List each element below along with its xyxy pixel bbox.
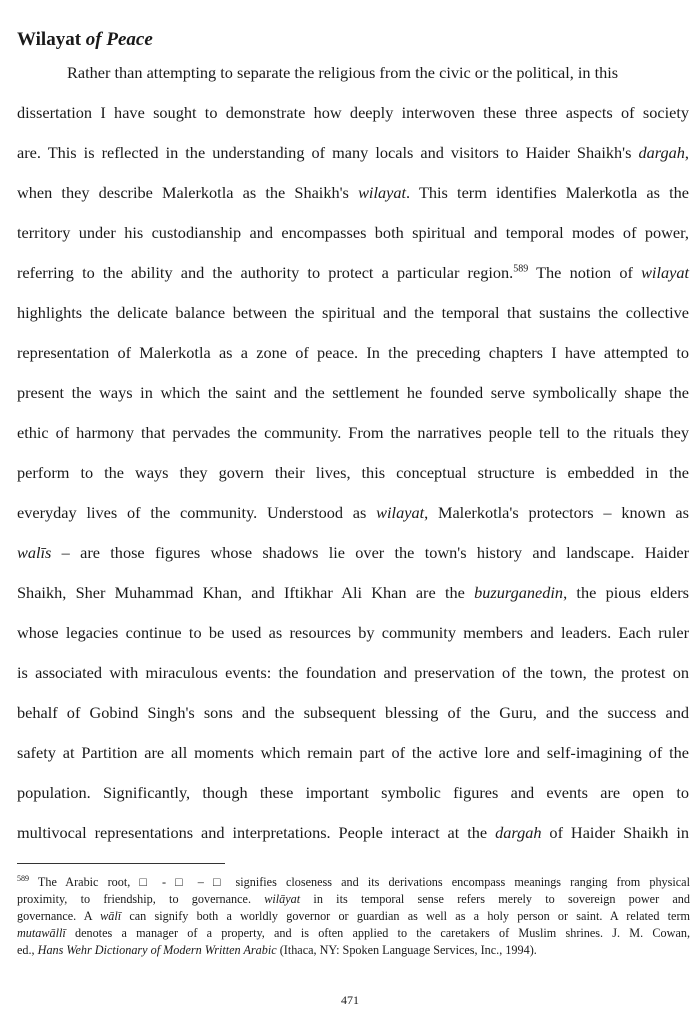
- section-heading: [17, 28, 153, 52]
- text-run: denotes a manager of a property, and is often applied to the caretakers of Muslim shrines. J. M. Cowan,: [65, 926, 690, 940]
- text-line: [17, 173, 689, 213]
- text-run: referring to the ability and the authority to protect a particular region.: [17, 263, 514, 282]
- text-line: [17, 133, 689, 173]
- text-run: ed.,: [17, 943, 38, 957]
- text-run: , Malerkotla's protectors – known as: [424, 503, 689, 522]
- text-line: population. Significantly, though these important symbolic figures and events are open to: [17, 783, 689, 802]
- italic-term: walīs: [17, 543, 52, 562]
- footnote-reference: 589: [513, 263, 529, 275]
- italic-term: wilayat: [358, 183, 406, 202]
- italic-term: wilayat: [641, 263, 689, 282]
- text-run: of Haider Shaikh in: [541, 823, 689, 842]
- text-line: ethic of harmony that pervades the community. From the narratives people tell to the rituals they: [17, 423, 689, 442]
- footnote-line: [17, 891, 690, 908]
- text-run: can signify both a worldly governor or guardian as well as a holy person or saint. A related term: [121, 909, 690, 923]
- text-line: [17, 573, 689, 613]
- italic-term: dargah: [638, 143, 685, 162]
- italic-term: wilāyat: [264, 892, 301, 906]
- heading-italic-text: of Peace: [85, 29, 153, 50]
- text-line: behalf of Gobind Singh's sons and the subsequent blessing of the Guru, and the success and: [17, 703, 689, 722]
- italic-term: buzurganedin: [474, 583, 564, 602]
- text-line: safety at Partition are all moments which remain part of the active lore and self-imagining of the: [17, 743, 689, 762]
- text-run: – are those figures whose shadows lie over the town's history and landscape. Haider: [51, 543, 689, 562]
- footnote: [17, 874, 690, 959]
- italic-term: wālī: [100, 909, 122, 923]
- footnote-line: [17, 942, 690, 959]
- text-run: , the pious elders: [563, 583, 690, 602]
- text-line: Rather than attempting to separate the religious from the civic or the political, in this: [67, 63, 619, 82]
- text-run: Shaikh, Sher Muhammad Khan, and Iftikhar Ali Khan are the: [17, 583, 475, 602]
- text-run: The notion of: [528, 263, 642, 282]
- footnote-divider: [17, 863, 225, 864]
- text-line: present the ways in which the saint and the settlement he founded serve symbolically shape the: [17, 383, 689, 402]
- text-line: perform to the ways they govern their lives, this conceptual structure is embedded in the: [17, 463, 689, 482]
- text-line: highlights the delicate balance between the spiritual and the temporal that sustains the collective: [17, 303, 689, 322]
- text-run: in its temporal sense refers merely to sovereign power and: [300, 892, 690, 906]
- text-run: are. This is reflected in the understanding of many locals and visitors to Haider Shaikh's: [17, 143, 639, 162]
- text-run: multivocal representations and interpretations. People interact at the: [17, 823, 496, 842]
- footnote-line: [17, 925, 690, 942]
- italic-title: Hans Wehr Dictionary of Modern Written Arabic: [37, 943, 277, 957]
- text-run: . This term identifies Malerkotla as the: [406, 183, 689, 202]
- text-run: everyday lives of the community. Understood as: [17, 503, 377, 522]
- footnote-number: 589: [17, 873, 29, 883]
- text-line: representation of Malerkotla as a zone of peace. In the preceding chapters I have attempted to: [17, 343, 689, 362]
- page-number: 471: [341, 993, 359, 1007]
- text-line: [17, 253, 689, 293]
- text-line: [17, 813, 689, 853]
- italic-term: mutawāllī: [17, 926, 66, 940]
- italic-term: dargah: [495, 823, 542, 842]
- italic-term: wilayat: [376, 503, 425, 522]
- missing-glyphs: □ - □ – □: [139, 875, 227, 889]
- body-paragraph: [17, 53, 689, 853]
- text-run: when they describe Malerkotla as the Shaikh's: [17, 183, 359, 202]
- footnote-line: [17, 874, 690, 891]
- text-run: ,: [684, 143, 689, 162]
- heading-text: Wilayat: [17, 29, 82, 50]
- text-line: [17, 533, 689, 573]
- footnote-line: [17, 908, 690, 925]
- text-line: dissertation I have sought to demonstrate how deeply interwoven these three aspects of society: [17, 103, 689, 122]
- text-run: (Ithaca, NY: Spoken Language Services, Inc., 1994).: [276, 943, 537, 957]
- text-line: territory under his custodianship and encompasses both spiritual and temporal modes of power,: [17, 223, 689, 242]
- text-run: signifies closeness and its derivations encompass meanings ranging from physical: [226, 875, 690, 889]
- text-line: [17, 493, 689, 533]
- text-line: is associated with miraculous events: the foundation and preservation of the town, the protest on: [17, 663, 689, 682]
- text-line: whose legacies continue to be used as resources by community members and leaders. Each ruler: [17, 623, 689, 642]
- text-run: proximity, to friendship, to governance.: [17, 892, 265, 906]
- text-run: The Arabic root,: [29, 875, 140, 889]
- text-run: governance. A: [17, 909, 101, 923]
